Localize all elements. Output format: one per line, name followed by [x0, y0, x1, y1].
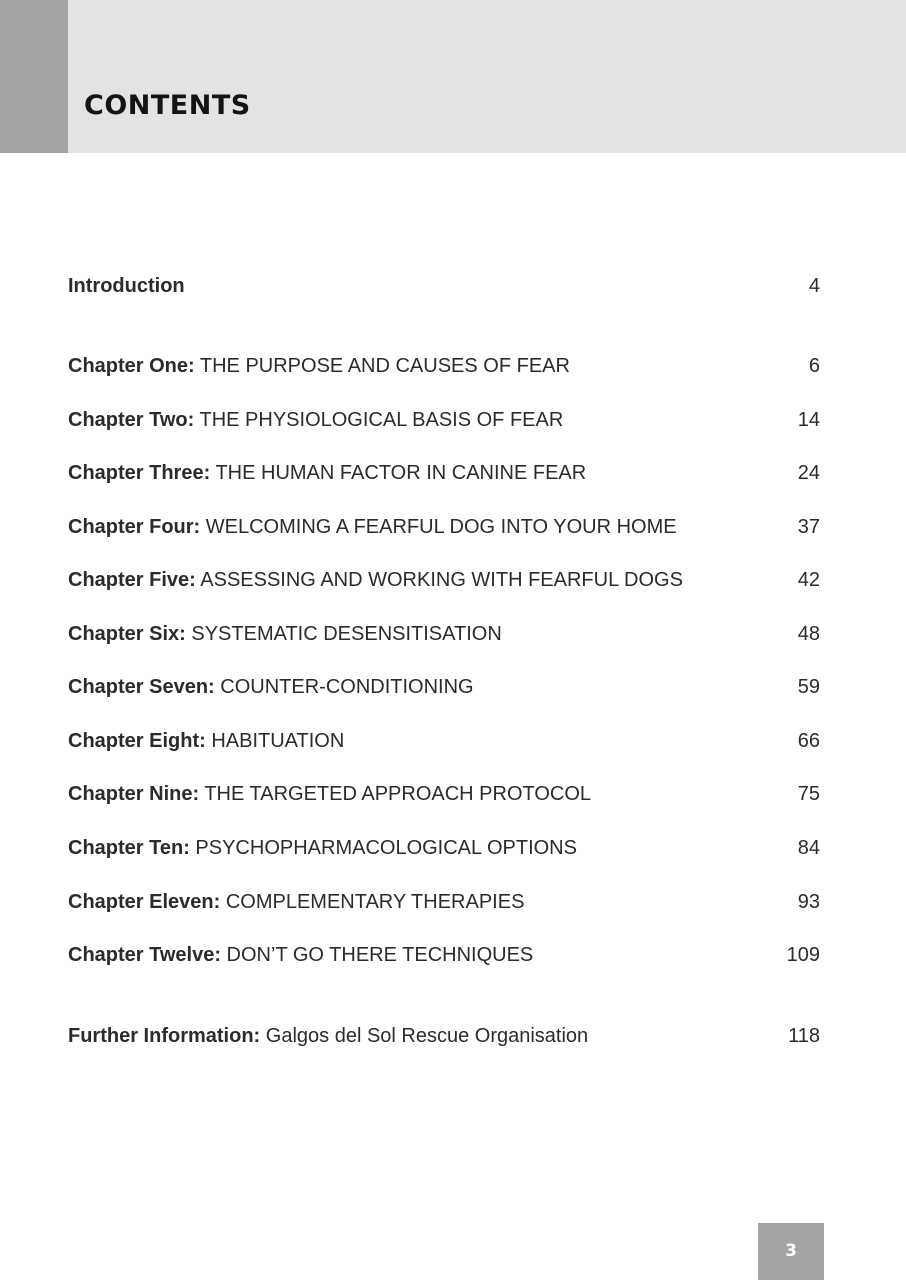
- toc-entry-chapter-one[interactable]: [68, 352, 820, 380]
- toc-entry-page: 14: [797, 409, 820, 431]
- toc-entry-label: Chapter Ten:: [68, 837, 190, 859]
- toc-entry-label: Chapter One:: [68, 355, 195, 377]
- toc-entry-chapter-four[interactable]: [68, 513, 820, 541]
- toc-entry-chapter-five[interactable]: [68, 566, 820, 594]
- toc-entry-label: Chapter Two:: [68, 409, 195, 431]
- toc-entry-chapter-seven[interactable]: [68, 673, 820, 701]
- toc-entry-title: COMPLEMENTARY THERAPIES: [220, 891, 525, 913]
- toc-entry-page: 48: [797, 623, 820, 645]
- toc-entry-title: THE PHYSIOLOGICAL BASIS OF FEAR: [194, 409, 564, 431]
- toc-entry-label: Chapter Five:: [68, 569, 196, 591]
- toc-entry-page: 59: [797, 676, 820, 698]
- toc-entry-title: COUNTER-CONDITIONING: [214, 676, 474, 698]
- toc-entry-chapter-nine[interactable]: [68, 780, 820, 808]
- toc-entry-label: Chapter Six:: [68, 623, 186, 645]
- toc-entry-label: Introduction: [68, 275, 185, 297]
- toc-entry-label: Chapter Three:: [68, 462, 211, 484]
- toc-entry-chapter-eleven[interactable]: [68, 888, 820, 916]
- toc-entry-title: HABITUATION: [205, 730, 345, 752]
- toc-entry-page: 118: [788, 1025, 820, 1047]
- header-band: [0, 0, 906, 153]
- toc-entry-further-information[interactable]: [68, 1022, 820, 1050]
- toc-entry-label: Chapter Twelve:: [68, 944, 221, 966]
- toc-entry-page: 24: [797, 462, 820, 484]
- toc-entry-chapter-two[interactable]: [68, 406, 820, 434]
- toc-entry-title: Galgos del Sol Rescue Organisation: [260, 1025, 589, 1047]
- toc-entry-title: WELCOMING A FEARFUL DOG INTO YOUR HOME: [200, 516, 677, 538]
- toc-entry-title: ASSESSING AND WORKING WITH FEARFUL DOGS: [195, 569, 683, 591]
- toc-entry-page: 66: [797, 730, 820, 752]
- toc-entry-page: 4: [808, 275, 820, 297]
- toc-entry-title: THE HUMAN FACTOR IN CANINE FEAR: [210, 462, 587, 484]
- toc-entry-chapter-six[interactable]: [68, 620, 820, 648]
- toc-entry-title: THE TARGETED APPROACH PROTOCOL: [199, 783, 592, 805]
- toc-entry-label: Chapter Eight:: [68, 730, 206, 752]
- toc-entry-chapter-eight[interactable]: [68, 727, 820, 755]
- toc-entry-label: Chapter Nine:: [68, 783, 200, 805]
- page-number-badge: 3: [758, 1223, 824, 1280]
- toc-entry-page: 84: [797, 837, 820, 859]
- toc-entry-chapter-three[interactable]: [68, 459, 820, 487]
- toc-entry-label: Chapter Eleven:: [68, 891, 221, 913]
- toc-entry-title: SYSTEMATIC DESENSITISATION: [185, 623, 502, 645]
- toc-entry-chapter-twelve[interactable]: [68, 941, 820, 969]
- toc-entry-title: DON’T GO THERE TECHNIQUES: [221, 944, 534, 966]
- toc-entry-page: 75: [797, 783, 820, 805]
- toc-entry-label: Chapter Seven:: [68, 676, 215, 698]
- toc-entry-page: 6: [808, 355, 820, 377]
- toc-entry-label: Further Information:: [68, 1025, 261, 1047]
- toc-entry-title: THE PURPOSE AND CAUSES OF FEAR: [194, 355, 570, 377]
- toc-entry-page: 93: [797, 891, 820, 913]
- page-title: CONTENTS: [84, 90, 251, 121]
- toc-entry-page: 42: [797, 569, 820, 591]
- toc-entry-introduction[interactable]: [68, 272, 820, 300]
- toc-entry-label: Chapter Four:: [68, 516, 201, 538]
- toc-entry-page: 109: [786, 944, 820, 966]
- toc-entry-chapter-ten[interactable]: [68, 834, 820, 862]
- toc-entry-title: PSYCHOPHARMACOLOGICAL OPTIONS: [189, 837, 577, 859]
- header-accent-bar: [0, 0, 68, 153]
- toc-entry-page: 37: [797, 516, 820, 538]
